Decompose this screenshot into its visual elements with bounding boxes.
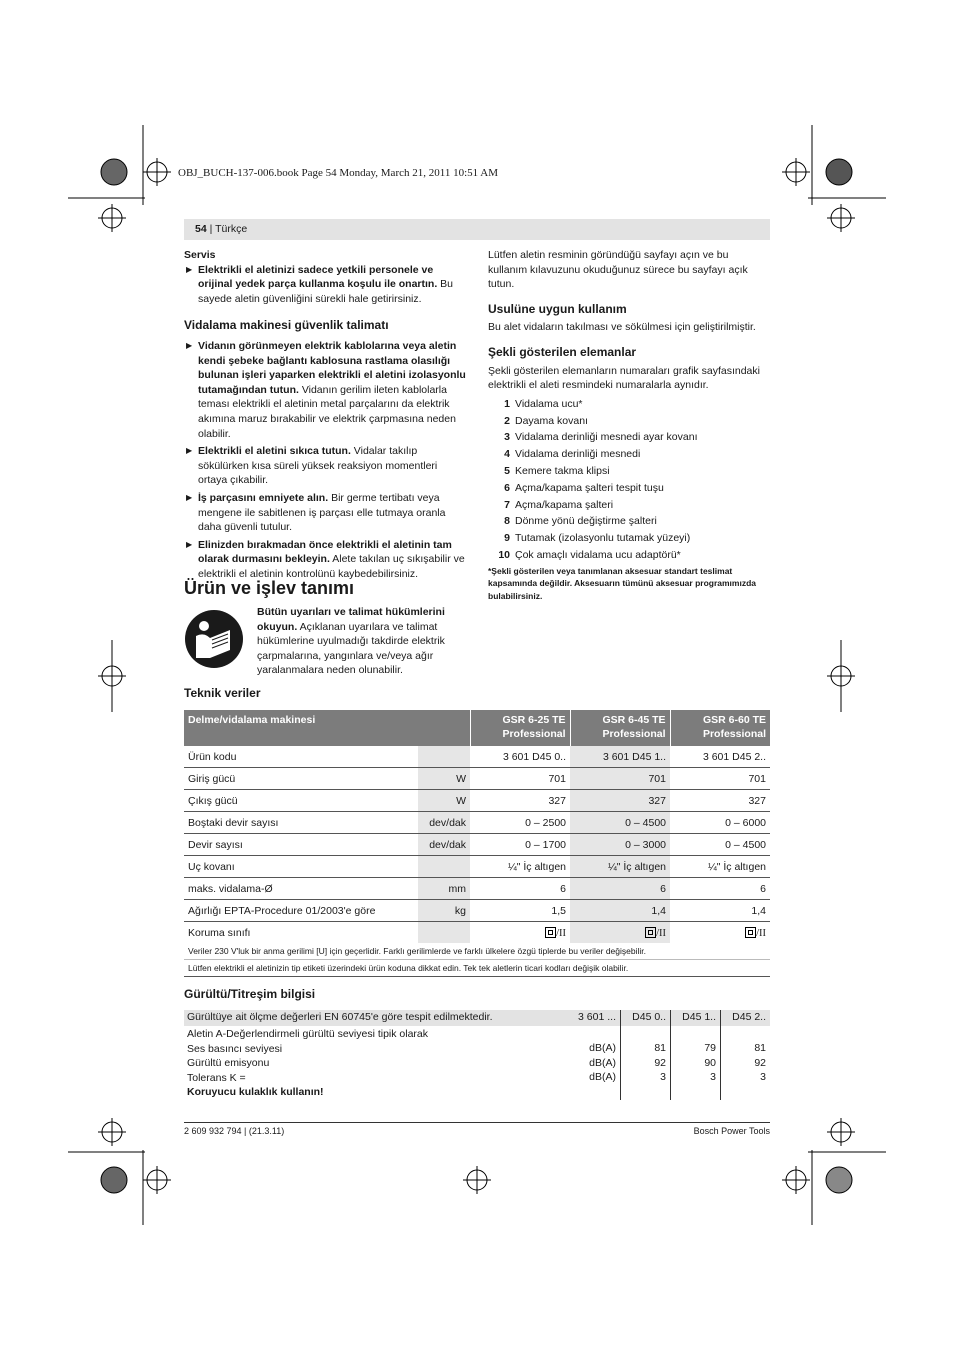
safety-bullet: ▶ Elektrikli el aletini sıkıca tutun. Vidalar takılıp sökülürken kısa süreli yüksek reaksiyon momentleri ortaya çıkabilir.	[184, 444, 466, 488]
elements-list	[488, 396, 770, 564]
section-title: Ürün ve işlev tanımı	[184, 578, 355, 598]
left-column	[184, 248, 466, 581]
table-row: Çıkış gücü W 327 327 327	[184, 790, 770, 812]
right-column	[488, 248, 770, 602]
list-item: 7 Açma/kapama şalteri	[504, 498, 614, 511]
noise-values: 81 92 3	[654, 1042, 666, 1083]
noise-warning: Koruyucu kulaklık kullanın!	[187, 1086, 324, 1098]
header-model: GSR 6-25 TE Professional	[470, 710, 570, 746]
list-item: 10 Çok amaçlı vidalama ucu adaptörü*	[498, 548, 681, 561]
footer-rule	[184, 1122, 770, 1123]
noise-header-code: 3 601 ...	[578, 1011, 616, 1023]
servis-bullet: ▶ Elektrikli el aletinizi sadece yetkili personele ve orijinal yedek parça kullanma koşulu ile onartın. Bu sayede aletin güvenliğini sürekli hale getirirsiniz.	[184, 263, 466, 307]
list-item: 8 Dönme yönü değiştirme şalteri	[504, 515, 657, 528]
protection-class-icon	[545, 927, 556, 938]
noise-values: 81 92 3	[754, 1042, 766, 1083]
noise-units: dB(A) dB(A) dB(A)	[589, 1042, 616, 1083]
header-model: GSR 6-45 TE Professional	[570, 710, 670, 746]
table-note: Veriler 230 V'luk bir anma gerilimi [U] için geçerlidir. Farklı gerilimlerde ve farklı ülkelere özgü tiplerde bu veriler değişebilir.	[184, 943, 770, 960]
list-item: 2 Dayama kovanı	[504, 414, 588, 427]
protection-class-icon	[745, 927, 756, 938]
noise-header-label: Gürültüye ait ölçme değerleri EN 60745'e göre tespit edilmektedir.	[187, 1011, 493, 1023]
table-row: Koruma sınıfı /II /II /II	[184, 922, 770, 944]
list-item: 4 Vidalama derinliği mesnedi	[504, 448, 641, 461]
noise-header-col: D45 0..	[632, 1011, 666, 1023]
noise-header-col: D45 1..	[682, 1011, 716, 1023]
list-item: 3 Vidalama derinliği mesnedi ayar kovanı	[504, 431, 698, 444]
table-row: Giriş gücü W 701 701 701	[184, 768, 770, 790]
table-row: Ürün kodu 3 601 D45 0.. 3 601 D45 1.. 3 601 D45 2..	[184, 746, 770, 768]
safety-bullet: ▶ İş parçasını emniyete alın. Bir germe tertibatı veya mengene ile sabitlenen iş parçası elle tutmaya oranla daha güvenli tutulur.	[184, 491, 466, 535]
table-row: maks. vidalama-Ø mm 6 6 6	[184, 878, 770, 900]
print-header: OBJ_BUCH-137-006.book Page 54 Monday, March 21, 2011 10:51 AM	[178, 167, 499, 179]
servis-title: Servis	[184, 249, 216, 261]
footer-left: 2 609 932 794 | (21.3.11)	[184, 1126, 285, 1136]
elements-text: Şekli gösterilen elemanların numaraları grafik sayfasındaki elektrikli el aleti resmindeki numaralarla aynıdır.	[488, 364, 760, 392]
elements-title: Şekli gösterilen elemanlar	[488, 344, 637, 359]
read-manual-icon	[184, 608, 244, 670]
protection-class-icon	[645, 927, 656, 938]
safety-bullet: ▶ Elinizden bırakmadan önce elektrikli el aletinin tam olarak durmasını bekleyin. Alete takılan uç sıkışabilir ve elektrikli el aletinin kontrolünü kaybedebilirsiniz.	[184, 538, 466, 582]
table-row: Boştaki devir sayısı dev/dak 0 – 2500 0 – 4500 0 – 6000	[184, 812, 770, 834]
intro-text: Lütfen aletin resminin göründüğü sayfayı açın ve bu kullanım kılavuzunu okuduğunuz sürece bu sayfayı açık tutun.	[488, 249, 748, 291]
list-item: 1 Vidalama ucu*	[504, 397, 583, 410]
table-note: Lütfen elektrikli el aletinizin tip etiketi üzerindeki ürün koduna dikkat edin. Tek tek aletlerin ticari kodları değişik olabilir.	[184, 960, 770, 977]
header-model: GSR 6-60 TE Professional	[670, 710, 770, 746]
tech-title: Teknik veriler	[184, 686, 261, 700]
page-language: Türkçe	[215, 223, 248, 235]
noise-labels: Aletin A-Değerlendirmeli gürültü seviyesi tipik olarak Ses basıncı seviyesi Gürültü emisyonu Tolerans K = Koruyucu kulaklık kullanın!	[187, 1028, 429, 1098]
table-row: Devir sayısı dev/dak 0 – 1700 0 – 3000 0 – 4500	[184, 834, 770, 856]
tech-table	[184, 710, 770, 977]
list-item: 9 Tutamak (izolasyonlu tutamak yüzeyi)	[504, 532, 691, 545]
list-item: 6 Açma/kapama şalteri tespit tuşu	[504, 481, 664, 494]
table-row: Ağırlığı EPTA-Procedure 01/2003'e göre kg 1,5 1,4 1,4	[184, 900, 770, 922]
noise-header-col: D45 2..	[732, 1011, 766, 1023]
usage-text: Bu alet vidaların takılması ve sökülmesi için geliştirilmiştir.	[488, 321, 756, 334]
safety-bullet: ▶ Vidanın görünmeyen elektrik kablolarına veya aletin kendi şebeke bağlantı kablosuna rastlama olasılığı bulunan işleri yaparken elektrikli el aletini izolasyonlu tutamağından tutun. Vidanın gerilim ileten kablolarla teması elektrikli el aletinin metal parçalarını da elektrik akımına maruz bırakabilir ve elektrik çarpmasına neden olabilir.	[184, 339, 466, 441]
usage-title: Usulüne uygun kullanım	[488, 301, 627, 316]
footnote: *Şekli gösterilen veya tanımlanan aksesuar standart teslimat kapsamında değildir. Aksesuarın tümünü aksesuar programımızda bulabilirsiniz.	[488, 565, 756, 601]
footer-right: Bosch Power Tools	[693, 1126, 770, 1136]
noise-title: Gürültü/Titreşim bilgisi	[184, 987, 316, 1001]
read-instructions: Bütün uyarıları ve talimat hükümlerini okuyun. Açıklanan uyarılara ve talimat hükümlerine uyulmadığı takdirde elektrik çarpmalarına, yangınlara ve/veya ağır yaralanmalara neden olunabilir.	[257, 606, 445, 677]
list-item: 5 Kemere takma klipsi	[504, 464, 610, 477]
safety-title: Vidalama makinesi güvenlik talimatı	[184, 318, 389, 333]
page-number: 54	[195, 223, 207, 235]
table-header	[184, 710, 770, 746]
table-row: Uç kovanı ¼" İç altıgen ¼" İç altıgen ¼" İç altıgen	[184, 856, 770, 878]
safety-bullets	[184, 339, 466, 582]
header-label: Delme/vidalama makinesi	[184, 710, 470, 746]
noise-values: 79 90 3	[704, 1042, 716, 1083]
page-bar: 54 | Türkçe	[184, 219, 770, 240]
